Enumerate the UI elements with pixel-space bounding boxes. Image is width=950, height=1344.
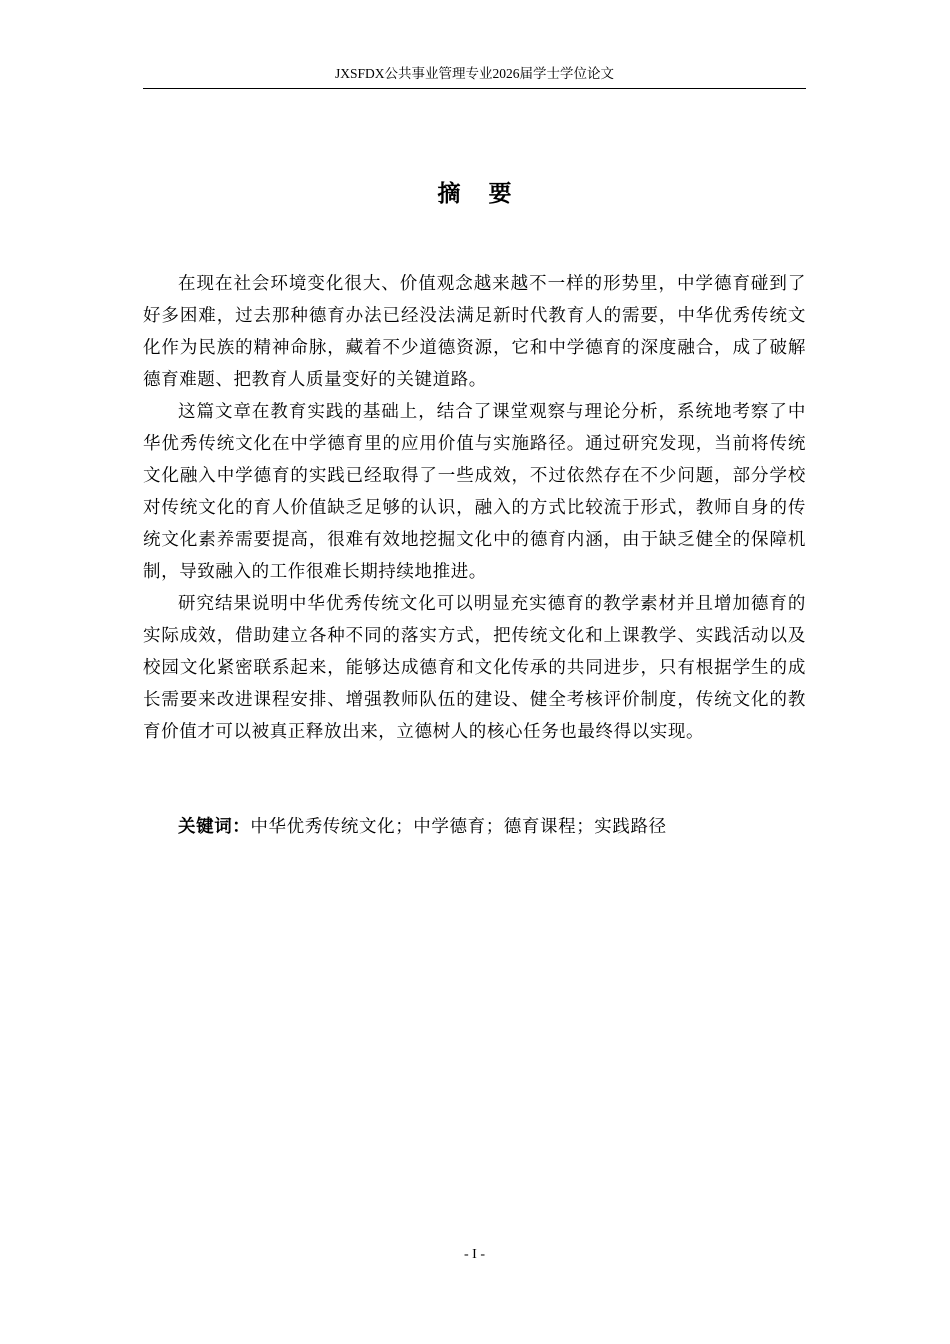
abstract-paragraph-2: 这篇文章在教育实践的基础上，结合了课堂观察与理论分析，系统地考察了中华优秀传统文化在中学德育里的应用价值与实施路径。通过研究发现，当前将传统文化融入中学德育的实践已经取得了一些成效，不过依然存在不少问题，部分学校对传统文化的育人价值缺乏足够的认识，融入的方式比较流于形式，教师自身的传统文化素养需要提高，很难有效地挖掘文化中的德育内涵，由于缺乏健全的保障机制，导致融入的工作很难长期持续地推进。	[143, 402, 806, 582]
abstract-paragraph-3: 研究结果说明中华优秀传统文化可以明显充实德育的教学素材并且增加德育的实际成效，借助建立各种不同的落实方式，把传统文化和上课教学、实践活动以及校园文化紧密联系起来，能够达成德育和文化传承的共同进步，只有根据学生的成长需要来改进课程安排、增强教师队伍的建设、健全考核评价制度，传统文化的教育价值才可以被真正释放出来，立德树人的核心任务也最终得以实现。	[143, 594, 806, 742]
page-header: JXSFDX公共事业管理专业2026届学士学位论文	[143, 62, 806, 89]
abstract-body	[143, 268, 806, 748]
abstract-paragraph-1: 在现在社会环境变化很大、价值观念越来越不一样的形势里，中学德育碰到了好多困难，过去那种德育办法已经没法满足新时代教育人的需要，中华优秀传统文化作为民族的精神命脉，藏着不少道德资源，它和中学德育的深度融合，成了破解德育难题、把教育人质量变好的关键道路。	[143, 274, 806, 390]
keywords-line	[143, 811, 806, 843]
page-number: - I -	[464, 1247, 485, 1262]
page-title: 摘要	[437, 181, 540, 207]
keywords-value: 中华优秀传统文化；中学德育；德育课程；实践路径	[250, 817, 667, 837]
keywords-label: 关键词：	[178, 817, 251, 837]
